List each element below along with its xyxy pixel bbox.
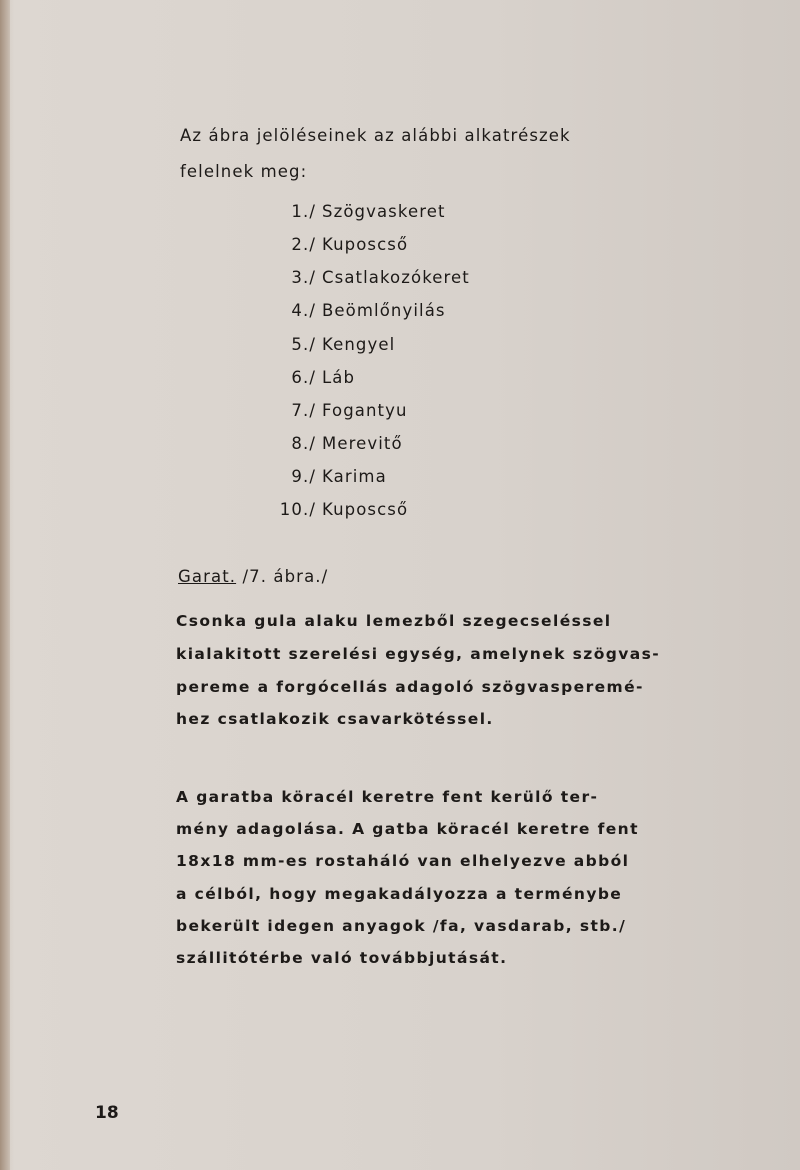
paragraph-line: szállitótérbe való továbbjutását. bbox=[176, 949, 508, 967]
figure-reference: /7. ábra./ bbox=[236, 567, 329, 586]
paragraph-line: A garatba köracél keretre fent kerülő ter- bbox=[176, 788, 599, 806]
page-edge bbox=[0, 0, 10, 1170]
paragraph-line: pereme a forgócellás adagoló szögvasperemé- bbox=[176, 678, 644, 696]
paragraph-line: Csonka gula alaku lemezből szegecseléssel bbox=[176, 612, 612, 630]
paragraph-line: hez csatlakozik csavarkötéssel. bbox=[176, 710, 494, 728]
list-item: 1./ Szögvaskeret bbox=[291, 202, 446, 221]
list-item: 2./ Kuposcső bbox=[291, 235, 409, 254]
intro-line: felelnek meg: bbox=[180, 162, 308, 181]
intro-line: Az ábra jelöléseinek az alábbi alkatrészek bbox=[180, 126, 571, 145]
list-item: 7./ Fogantyu bbox=[291, 401, 408, 420]
list-item: 10./ Kuposcső bbox=[279, 500, 409, 519]
list-item: 3./ Csatlakozókeret bbox=[291, 268, 470, 287]
list-item: 5./ Kengyel bbox=[291, 335, 396, 354]
section-title: Garat. bbox=[178, 567, 237, 586]
paragraph-line: kialakitott szerelési egység, amelynek szögvas- bbox=[176, 645, 661, 663]
list-item: 9./ Karima bbox=[291, 467, 387, 486]
list-item: 8./ Merevitő bbox=[291, 434, 403, 453]
paragraph-line: mény adagolása. A gatba köracél keretre fent bbox=[176, 820, 639, 838]
section-heading bbox=[178, 567, 328, 586]
page-number: 18 bbox=[95, 1103, 119, 1123]
list-item: 4./ Beömlőnyilás bbox=[291, 301, 446, 320]
paragraph-line: bekerült idegen anyagok /fa, vasdarab, stb./ bbox=[176, 917, 627, 935]
list-item: 6./ Láb bbox=[291, 368, 356, 387]
paragraph-line: a célból, hogy megakadályozza a terménybe bbox=[176, 885, 623, 903]
paragraph-line: 18x18 mm-es rostaháló van elhelyezve abból bbox=[176, 852, 630, 870]
